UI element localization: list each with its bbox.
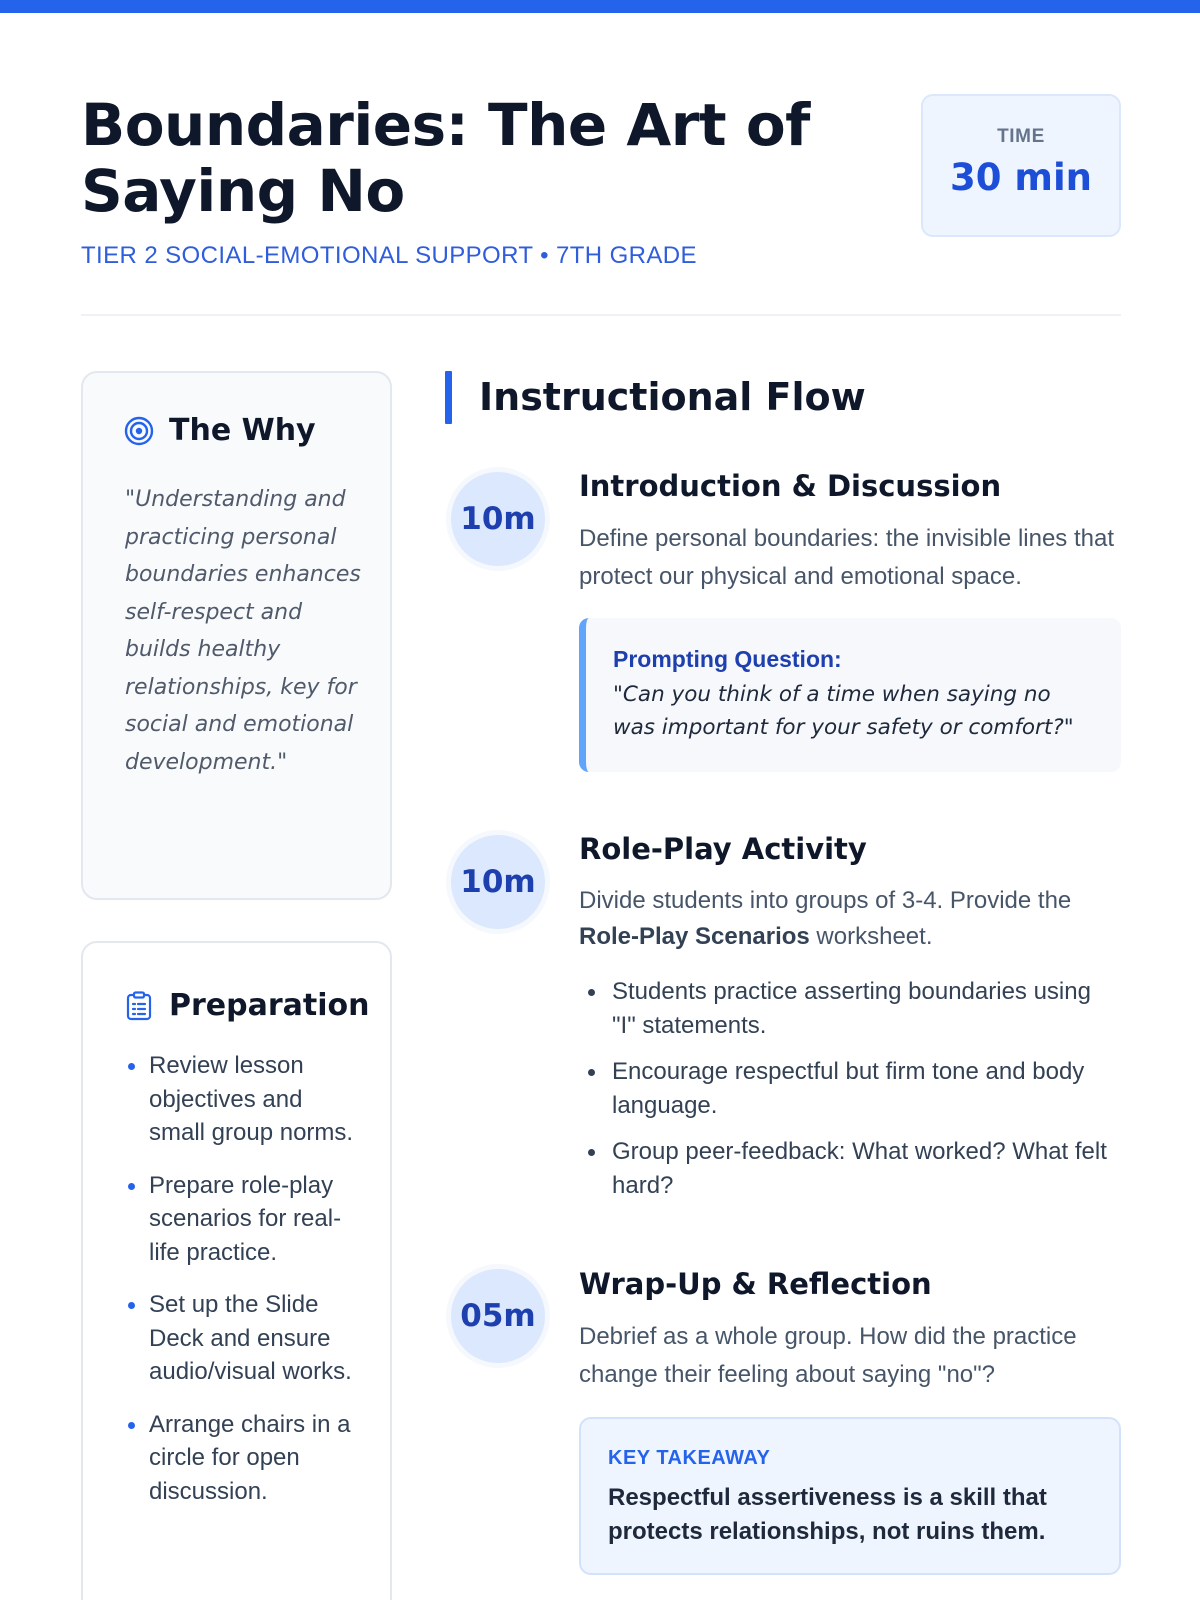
key-takeaway-text: Respectful assertiveness is a skill that protects relationships, not ruins them. [608,1484,1047,1545]
preparation-item: Prepare role-play scenarios for real-life practice. [125,1169,365,1270]
step-role-play [579,831,1121,1215]
step-title: Wrap-Up & Reflection [579,1267,932,1301]
time-box [921,94,1121,237]
time-value: 30 min [950,156,1092,199]
why-quote: "Understanding and practicing personal boundaries enhances self-respect and builds healthy relationships, key for social and emotional development." [125,487,361,775]
why-card-header [123,413,316,448]
why-title: The Why [169,413,316,448]
clipboard-icon [123,990,155,1022]
list-item: Group peer-feedback: What worked? What felt hard? [579,1135,1121,1202]
step-description: Define personal boundaries: the invisible lines that protect our physical and emotional space. [579,525,1114,590]
step-duration-badge: 10m [451,835,545,929]
time-label: TIME [997,126,1045,147]
step-wrap-up [579,1266,1121,1575]
step-description: Debrief as a whole group. How did the practice change their feeling about saying "no"? [579,1323,1077,1388]
preparation-item: Arrange chairs in a circle for open discussion. [125,1408,365,1509]
step-title: Role-Play Activity [579,832,867,866]
key-takeaway-label: KEY TAKEAWAY [608,1447,771,1469]
step-title: Introduction & Discussion [579,469,1002,503]
preparation-card [81,941,392,1600]
page-subtitle: TIER 2 SOCIAL-EMOTIONAL SUPPORT • 7TH GRADE [81,242,697,269]
preparation-list [125,1049,365,1527]
page-title: Boundaries: The Art of Saying No [81,91,810,225]
header-divider [81,314,1121,316]
step-description-text: Divide students into groups of 3-4. Provide the [579,887,1072,914]
role-play-bullets [579,975,1121,1202]
worksheet-name: Role-Play Scenarios [579,923,810,950]
step-duration-badge: 10m [451,472,545,566]
step-introduction [579,468,1121,772]
step-duration-badge: 05m [451,1269,545,1363]
flow-title: Instructional Flow [479,375,866,419]
preparation-item: Review lesson objectives and small group norms. [125,1049,365,1150]
top-accent-bar [0,0,1200,13]
key-takeaway-box [579,1417,1121,1575]
prompting-question-label: Prompting Question: [613,646,842,672]
target-icon [123,415,155,447]
preparation-title: Preparation [169,988,370,1023]
step-description [579,883,1121,955]
prompting-question-text: "Can you think of a time when saying no was important for your safety or comfort?" [613,682,1074,740]
why-card [81,371,392,900]
flow-accent-bar [445,371,452,424]
preparation-card-header [123,988,369,1023]
step-description-text: worksheet. [809,923,933,950]
preparation-item: Set up the Slide Deck and ensure audio/visual works. [125,1288,365,1389]
prompting-question-box [579,618,1121,772]
list-item: Encourage respectful but firm tone and body language. [579,1055,1121,1122]
list-item: Students practice asserting boundaries using "I" statements. [579,975,1121,1042]
